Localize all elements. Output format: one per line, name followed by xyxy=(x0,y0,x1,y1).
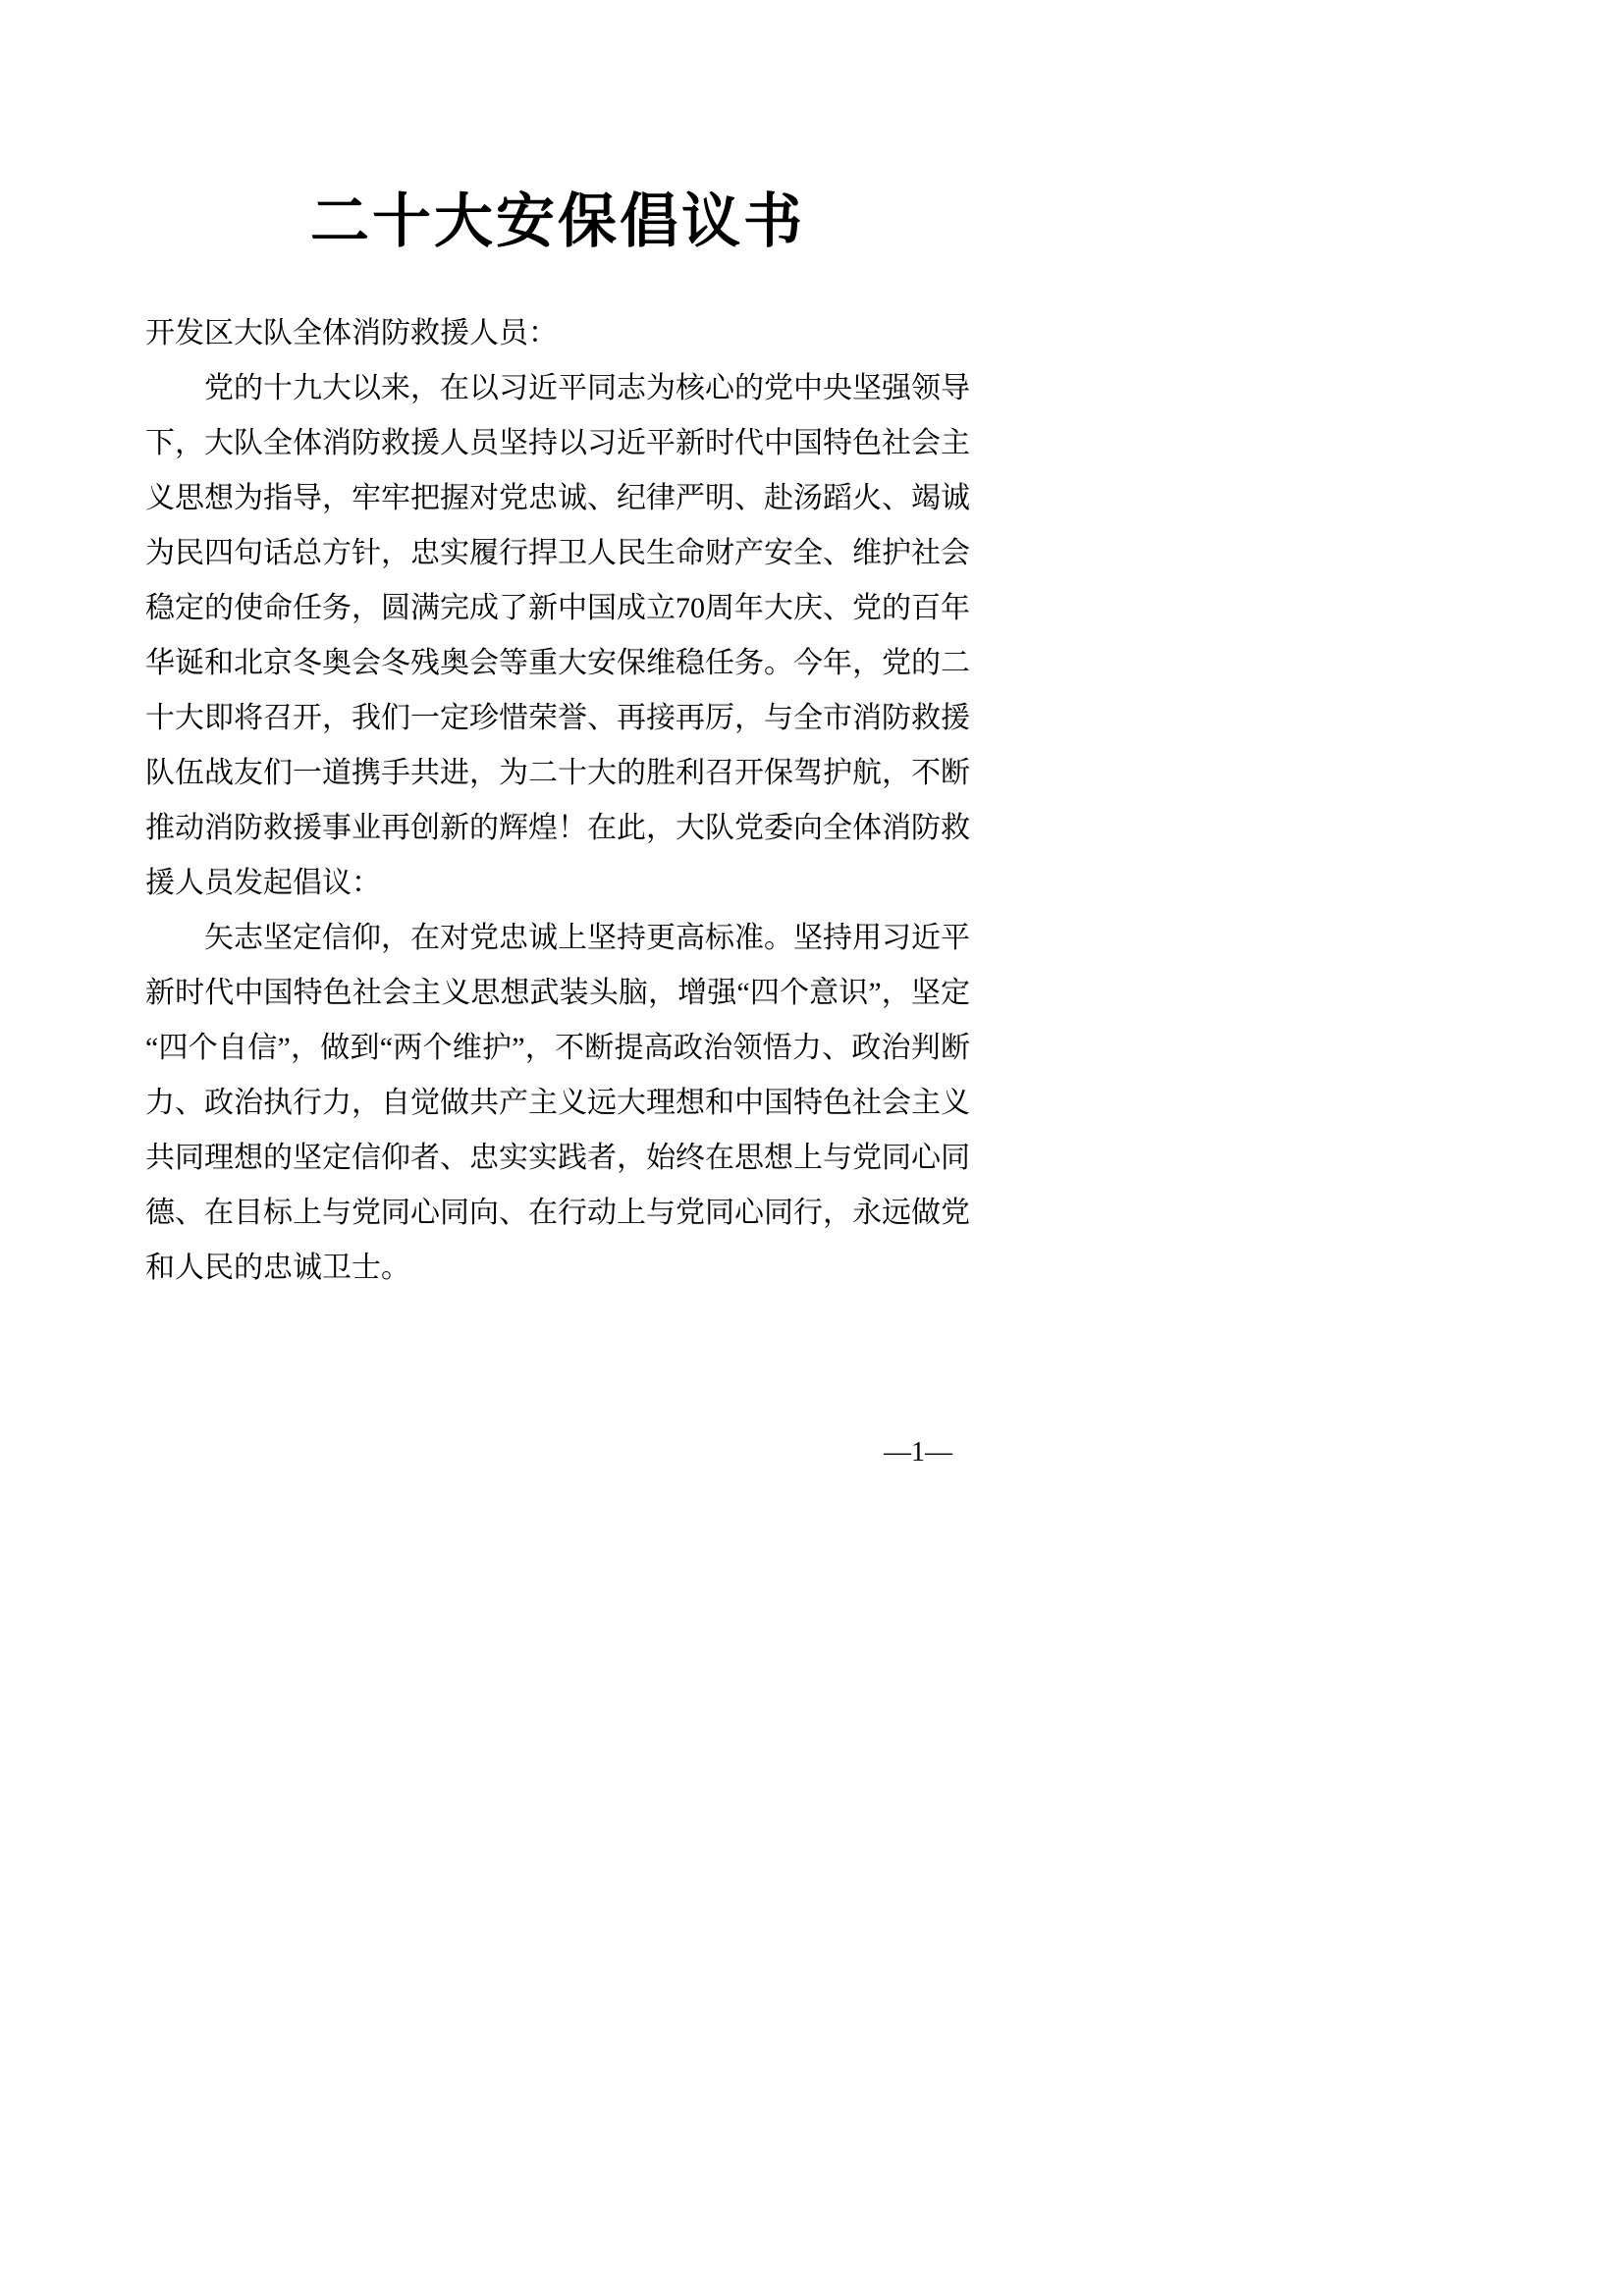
body-paragraph-1: 党的十九大以来，在以习近平同志为核心的党中央坚强领导下，大队全体消防救援人员坚持以习近平新时代中国特色社会主义思想为指导，牢牢把握对党忠诚、纪律严明、赴汤蹈火、竭诚为民四句话总方针，忠实履行捍卫人民生命财产安全、维护社会稳定的使命任务，圆满完成了新中国成立70周年大庆、党的百年华诞和北京冬奥会冬残奥会等重大安保维稳任务。今年，党的二十大即将召开，我们一定珍惜荣誉、再接再厉，与全市消防救援队伍战友们一道携手共进，为二十大的胜利召开保驾护航，不断推动消防救援事业再创新的辉煌！在此，大队党委向全体消防救援人员发起倡议： xyxy=(145,372,970,899)
document-title: 二十大安保倡议书 xyxy=(310,188,805,254)
document-content xyxy=(145,187,970,1296)
body-paragraph-2: 矢志坚定信仰，在对党忠诚上坚持更高标准。坚持用习近平新时代中国特色社会主义思想武装头脑，增强“四个意识”，坚定“四个自信”，做到“两个维护”，不断提高政治领悟力、政治判断力、政治执行力，自觉做共产主义远大理想和中国特色社会主义共同理想的坚定信仰者、忠实实践者，始终在思想上与党同心同德、在目标上与党同心同向、在行动上与党同心同行，永远做党和人民的忠诚卫士。 xyxy=(145,922,970,1284)
page-number: —1— xyxy=(884,1437,952,1468)
salutation-line: 开发区大队全体消防救援人员： xyxy=(145,317,558,349)
